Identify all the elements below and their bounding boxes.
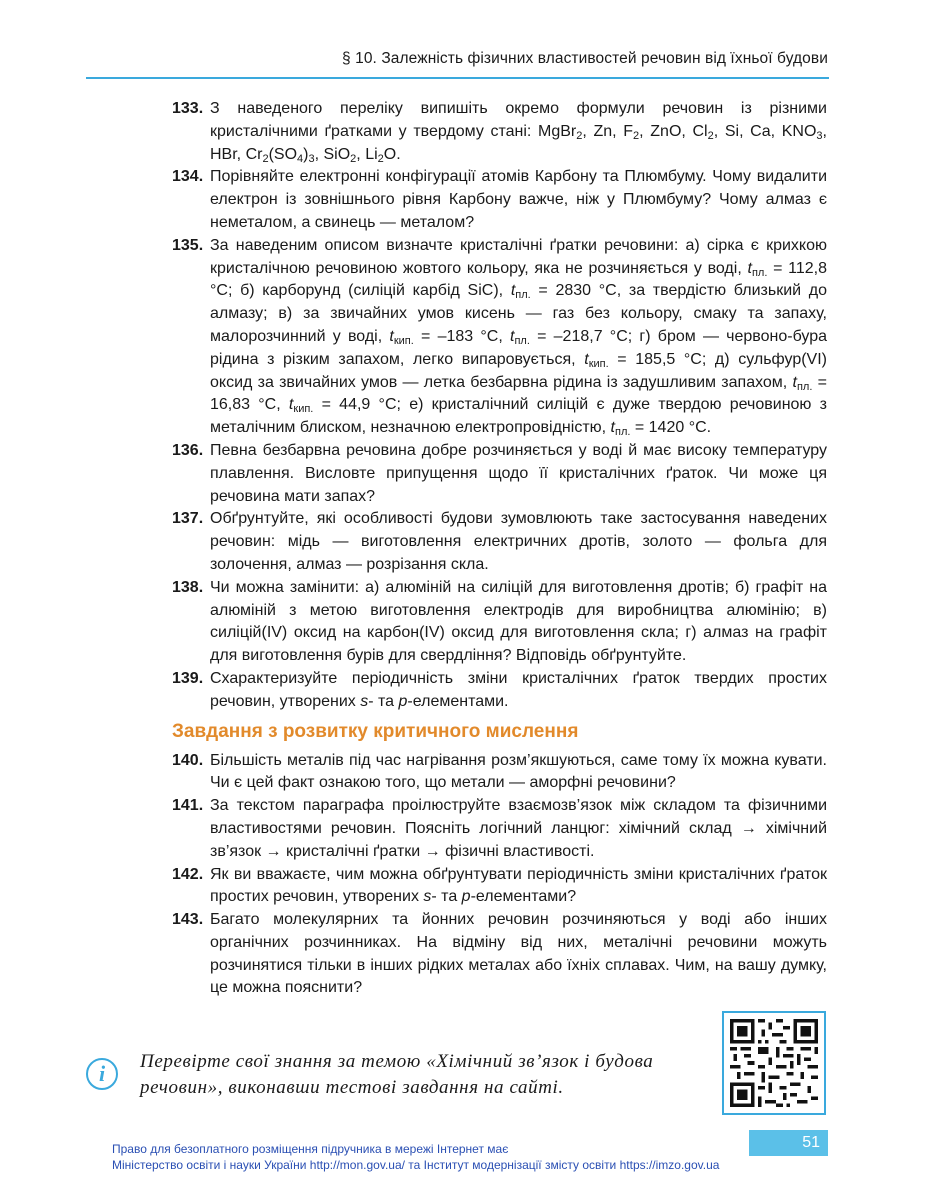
task-text: Певна безбарвна речовина добре розчиняється у воді й має високу температуру плавлення. Висловте припущення щодо її кристалічних ґраток. Чи може ця речовина мати запах? [210,441,827,505]
task-134 [172,166,827,234]
header-divider [86,77,829,79]
task-number: 141. [172,797,204,815]
task-139 [172,668,827,714]
task-135 [172,235,827,440]
test-callout: Перевірте свої знання за темою «Хімічний зв’язок і будова речовин», виконавши тестові завдання на сайті. [140,1051,654,1098]
task-number: 137. [172,510,204,528]
task-133 [172,98,827,166]
task-text: Більшість металів під час нагрівання розм’якшуються, саме тому їх можна кувати. Чи є цей факт ознакою того, що метали — аморфні речовини? [210,751,827,792]
task-140 [172,750,827,796]
task-text: Порівняйте електронні конфігурації атомів Карбону та Плюмбуму. Чому видалити електрон із зовнішнього рівня Карбону важче, ніж у Плюмбуму? Чому алмаз є неметалом, а свинець — металом? [210,168,827,231]
task-number: 134. [172,168,204,186]
task-137 [172,508,827,576]
task-list [172,98,827,1000]
footer-line-1: Право для безоплатного розміщення підручника в мережі Інтернет має [112,1142,509,1156]
task-142 [172,864,827,910]
task-136 [172,440,827,508]
task-text: З наведеного переліку випишіть окремо формули речовин із різними кристалічними ґратками у твердому стані: MgBr$_2$, Zn, $F_2$, ZnO, $Cl_2$, Si, Ca, $KNO_3$, HBr, $Cr_2(SO_4)_3$, SiO$_2$, $Li_2O$. [210,100,827,165]
task-text: За текстом параграфа проілюструйте взаємозв’язок між складом та фізичними властивостями речовин. Поясніть логічний ланцюг: хімічний склад → хімічний зв’язок → кристалічні ґратки → фізичні властивості. [210,797,827,860]
footer-notice [112,1142,832,1173]
task-text: Чи можна замінити: а) алюміній на силіцій для виготовлення дротів; б) графіт на алюміній з метою виготовлення електродів для виробництва алюмінію; в) силіцій(IV) оксид на карбон(IV) оксид для виготовлення скла; г) алмаз на графіт для виготовлення бурів для свердління? Відповідь обґрунтуйте. [210,578,827,665]
footer-line-2: Міністерство освіти і науки України http://mon.gov.ua/ та Інститут модернізації змісту освіти https://imzo.gov.ua [112,1157,720,1172]
running-head: § 10. Залежність фізичних властивостей речовин від їхньої будови [341,50,828,67]
task-number: 138. [172,578,204,596]
task-text: Багато молекулярних та йонних речовин розчиняються у воді або інших органічних розчинниках. На відміну від них, металічні речовини можуть розчинятися тільки в інших рідких металах або їхніх сплавах. Чим, на вашу думку, це можна пояснити? [210,911,827,997]
section-title: Завдання з розвитку критичного мислення [172,720,579,742]
qr-code-icon[interactable] [722,1011,826,1115]
task-text: Схарактеризуйте періодичність зміни кристалічних ґраток твердих простих речовин, утворених s- та p-елементами. [210,669,827,710]
task-text: Як ви вважаєте, чим можна обґрунтувати періодичність зміни кристалічних ґраток простих речовин, утворених s- та p-елементами? [210,865,827,906]
task-number: 139. [172,669,204,687]
page-number: 51 [749,1130,828,1156]
task-141 [172,795,827,863]
task-number: 142. [172,865,204,883]
task-143 [172,909,827,1000]
task-number: 136. [172,441,204,459]
task-number: 140. [172,751,204,769]
task-text: За наведеним описом визначте кристалічні ґратки речовини: а) сірка є крихкою кристалічною речовиною жовтого кольору, яка не розчиняється у воді, $t_{пл.} = 112,8$ °C; б) карборунд (силіцій карбід SiC), $t_{пл.} = 2830$ °C, за твердістю близький до алмазу; в) за звичайних умов кисень — газ без кольору, смаку та запаху, малорозчинний у воді, $t_{кип.} = -183$ °C, $t_{пл.} = -218,7$ °C; г) бром — червоно-бура рідина з різким запахом, легко випаровується, $t_{кип.} = 185,5$ °C; д) сульфур(VI) оксид за звичайних умов — летка безбарвна рідина із задушливим запахом, $t_{пл.} = 16,83$ °C, $t_{кип.} = 44,9$ °C; е) кристалічний силіцій є дуже твердою речовиною з металічним блиском, незначною електропровідністю, $t_{пл.} = 1420$ °C. [210,236,828,439]
info-icon: i [86,1058,118,1090]
task-number: 135. [172,236,204,254]
task-text: Обґрунтуйте, які особливості будови зумовлюють таке застосування наведених речовин: мідь — виготовлення електричних дротів, золото — фольга для золочення, алмаз — розрізання скла. [210,510,827,573]
task-number: 143. [172,911,204,929]
task-number: 133. [172,100,204,117]
task-138 [172,577,827,668]
